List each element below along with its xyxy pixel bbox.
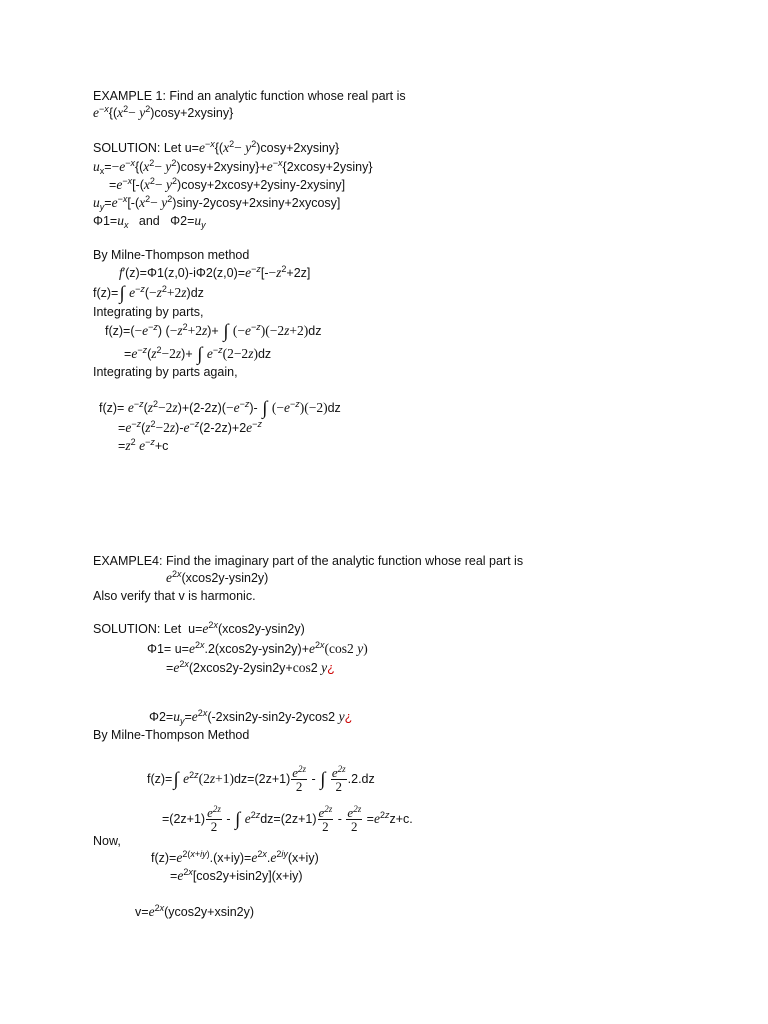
solution4-line-fz1: f(z)=∫ $e^{2z}(2z+1)dz=(2z+1)$ $\frac{e^{2z}}{2}$ - ∫ $\frac{e^{2z}}{2}$ .2.dz	[147, 764, 375, 794]
milne-thompson-heading-1: By Milne-Thompson method	[93, 248, 250, 262]
example4-verify: Also verify that v is harmonic.	[93, 589, 256, 603]
solution4-line-u: SOLUTION: Let $u=e^{2x}(xcos2y-ysin2y)$	[93, 620, 305, 636]
solution4-line-phi2: $\Phi 2=u_y=e^{2x}(-2xsin2y-\sin 2y-2ycos2$ y¿	[149, 708, 353, 726]
example4-title: EXAMPLE4: Find the imaginary part of the analytic function whose real part is	[93, 554, 524, 568]
example1-statement: $e^{-x}\{(x^2- y^2)\cos y+2xysiny\}$	[93, 104, 234, 120]
solution1-line-uy: $u_y=e^{-x}[-(x^2- y^2)\sin y-2ycosy+2xsiny+2xycosy]$	[93, 194, 341, 212]
solution1-line-phi: $\Phi 1=u_x$ and $\Phi 2=u_y$	[93, 213, 206, 230]
solution4-line-now2: $=e^{2x}[\cos 2y+isin2y](x+iy)$	[170, 867, 303, 883]
solution4-line-fz2: =(2z+1) $\frac{e^{2z}}{2}$ - ∫ $e^{2z}dz=(2z+1)$ $\frac{e^{2z}}{2}$ - $\frac{e^{2z}}{2}$ $=e^{2z}z+c$.	[162, 804, 413, 834]
solution1-line-result: $=z^2$ $e^{-z}+c$	[118, 437, 169, 453]
solution1-line-parts2: $=e^{-z}(z^2-2z)+$ ∫ $e^{-z}(2-2z)dz$	[124, 344, 272, 365]
solution1-line-again2: $=e^{-z}(z^2-2z)-e^{-z}(2-2z)+2e^{-z}$	[118, 419, 262, 435]
solution4-line-phi1b: $=e^{2x}(2xcos2y-2ysin2y+\cos 2$ y¿	[166, 659, 335, 675]
example1-title: EXAMPLE 1: Find an analytic function whose real part is	[93, 89, 406, 103]
solution1-line-u: SOLUTION: Let $u=e^{-x}\{(x^2- y^2)\cos y+2xysiny\}$	[93, 139, 340, 155]
integrating-by-parts-again-label: Integrating by parts again,	[93, 365, 238, 379]
solution1-line-fint: f(z)=∫ $e^{-z}(-z^2+2z)dz$	[93, 283, 204, 304]
solution4-line-phi1: $\Phi 1= u=e^{2x}.2(xcos2y-ysin2y)+e^{2x}(\cos 2$ y)	[147, 640, 368, 656]
solution1-line-parts1: $f(z)=(-e^{-z})$ $(-z^2+2z)+$ ∫ $(-e^{-z})(-2z+2)dz$	[105, 321, 322, 342]
solution1-line-ux2: $=e^{-x}[-(x^2- y^2)\cos y+2xcosy+2ysiny-2xysiny]$	[109, 176, 346, 192]
now-label: Now,	[93, 834, 121, 848]
solution4-line-now1: $f(z)=e^{2(x+iy)}.(x+iy)=e^{2x}.e^{2iy}(x+iy)$	[151, 849, 319, 865]
example4-statement: $e^{2x}(xcos2y-ysin2y)$	[166, 569, 269, 585]
solution1-line-again1: $f(z)= e^{-z}(z^2-2z)+(2-2z)(-e^{-z})-$ ∫ $(-e^{-z})(-2)dz$	[99, 398, 341, 419]
solution1-line-ux: $u_x=-e^{-x}\{(x^2- y^2)\cos y+2xysiny\}+e^{-x}\{2xcosy+2ysiny\}$	[93, 158, 373, 176]
integrating-by-parts-label: Integrating by parts,	[93, 305, 204, 319]
solution1-line-fprime: $f'(z)=\Phi 1(z,0)-i\Phi 2(z,0)=e^{-z}[--z^2+2z]$	[119, 264, 311, 280]
milne-thompson-heading-2: By Milne-Thompson Method	[93, 728, 250, 742]
solution4-line-v: $v=e^{2x}(ycos2y+xsin2y)$	[135, 903, 255, 919]
